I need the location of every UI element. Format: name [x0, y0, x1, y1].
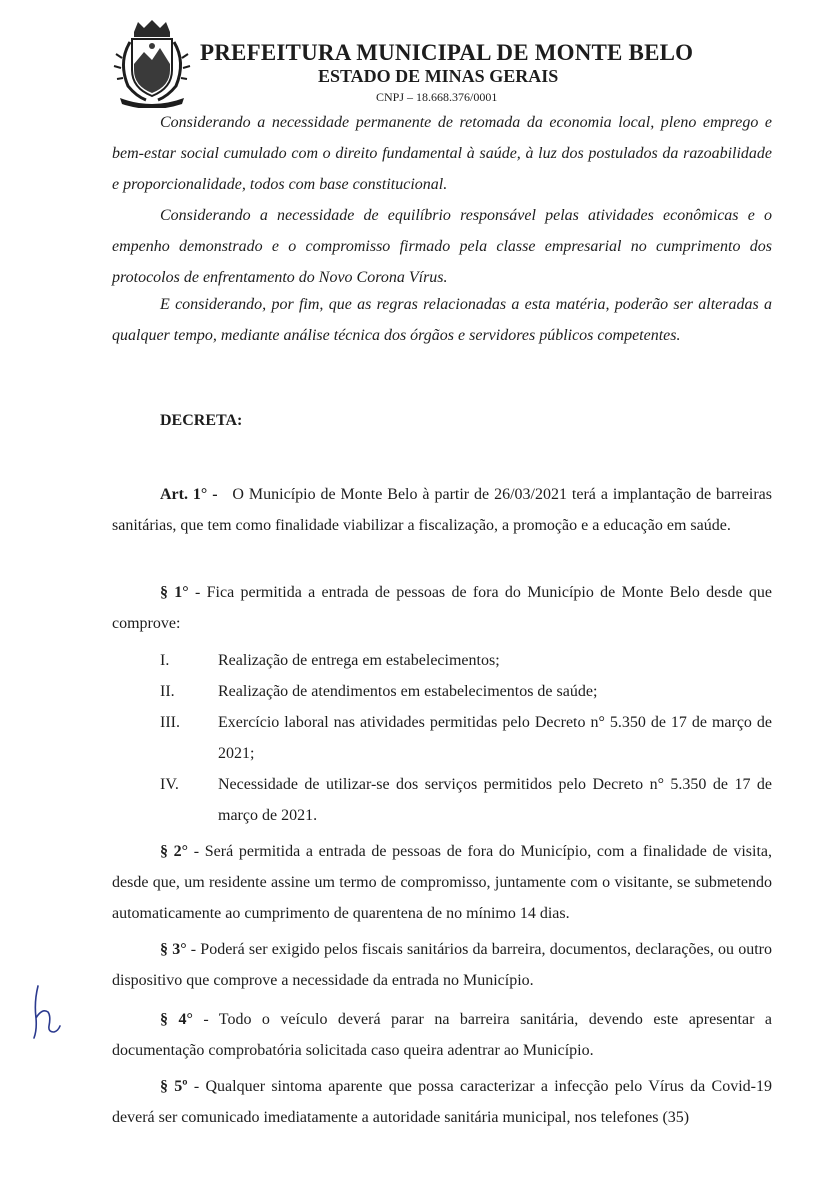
state-subtitle: ESTADO DE MINAS GERAIS: [318, 66, 559, 86]
paragraph-1-label: § 1°: [160, 584, 189, 601]
paragraph-1-text: - Fica permitida a entrada de pessoas de fora do Município de Monte Belo desde que comprove:: [112, 584, 772, 632]
list-item: [160, 645, 772, 676]
coat-of-arms-icon: [112, 18, 192, 108]
preamble-paragraph-3: E considerando, por fim, que as regras relacionadas a esta matéria, poderão ser alteradas a qualquer tempo, mediante análise técnica dos órgãos e servidores públicos competentes.: [112, 296, 772, 344]
handwritten-initial-icon: [24, 982, 64, 1042]
list-item-number: II.: [160, 683, 175, 700]
paragraph-2-text: - Será permitida a entrada de pessoas de fora do Município, com a finalidade de visita, desde que, um residente assine um termo de compromisso, juntamente com o visitante, se submetendo automaticamente ao cumprimento de quarentena de no mínimo 14 dias.: [112, 843, 772, 922]
paragraph-5: [112, 1071, 772, 1133]
paragraph-4: [112, 1004, 772, 1066]
paragraph-3: [112, 934, 772, 996]
cnpj-line: CNPJ – 18.668.376/0001: [376, 90, 498, 104]
letterhead: [112, 18, 732, 110]
paragraph-5-text: - Qualquer sintoma aparente que possa caracterizar a infecção pelo Vírus da Covid-19 deverá ser comunicado imediatamente a autoridade sanitária municipal, nos telefones (35): [112, 1078, 772, 1126]
list-item-text: Realização de entrega em estabelecimentos;: [218, 652, 500, 669]
paragraph-5-label: § 5º: [160, 1078, 188, 1095]
requirements-list: [160, 645, 772, 831]
paragraph-3-label: § 3°: [160, 941, 187, 958]
paragraph-1: [112, 577, 772, 639]
list-item-text: Necessidade de utilizar-se dos serviços permitidos pelo Decreto n° 5.350 de 17 de março de 2021.: [218, 776, 772, 824]
paragraph-4-label: § 4°: [160, 1011, 193, 1028]
list-item: [160, 769, 772, 831]
paragraph-2: [112, 836, 772, 929]
paragraph-3-text: - Poderá ser exigido pelos fiscais sanitários da barreira, documentos, declarações, ou outro dispositivo que comprove a necessidade da entrada no Município.: [112, 941, 772, 989]
article-1: [112, 479, 772, 541]
article-1-text: O Município de Monte Belo à partir de 26/03/2021 terá a implantação de barreiras sanitárias, que tem como finalidade viabilizar a fiscalização, a promoção e a educação em saúde.: [112, 486, 773, 534]
municipality-title: PREFEITURA MUNICIPAL DE MONTE BELO: [200, 40, 694, 65]
list-item: [160, 676, 772, 707]
preamble-paragraph-2: Considerando a necessidade de equilíbrio responsável pelas atividades econômicas e o empenho demonstrado e o compromisso firmado pela classe empresarial no cumprimento dos protocolos de enfrentamento do Novo Corona Vírus.: [112, 207, 772, 286]
list-item-number: IV.: [160, 776, 179, 793]
paragraph-4-text: - Todo o veículo deverá parar na barreira sanitária, devendo este apresentar a documentação comprobatória solicitada caso queira adentrar ao Município.: [112, 1011, 772, 1059]
list-item-text: Realização de atendimentos em estabelecimentos de saúde;: [218, 683, 598, 700]
list-item-number: III.: [160, 714, 180, 731]
preamble-paragraph-1: Considerando a necessidade permanente de retomada da economia local, pleno emprego e bem-estar social cumulado com o direito fundamental à saúde, à luz dos postulados da razoabilidade e proporcionalidade, todos com base constitucional.: [112, 114, 772, 193]
decreta-heading: DECRETA:: [160, 412, 243, 429]
article-1-label: Art. 1° -: [160, 486, 218, 503]
list-item-number: I.: [160, 652, 170, 669]
paragraph-2-label: § 2°: [160, 843, 189, 860]
list-item-text: Exercício laboral nas atividades permitidas pelo Decreto n° 5.350 de 17 de março de 2021;: [218, 714, 772, 762]
list-item: [160, 707, 772, 769]
